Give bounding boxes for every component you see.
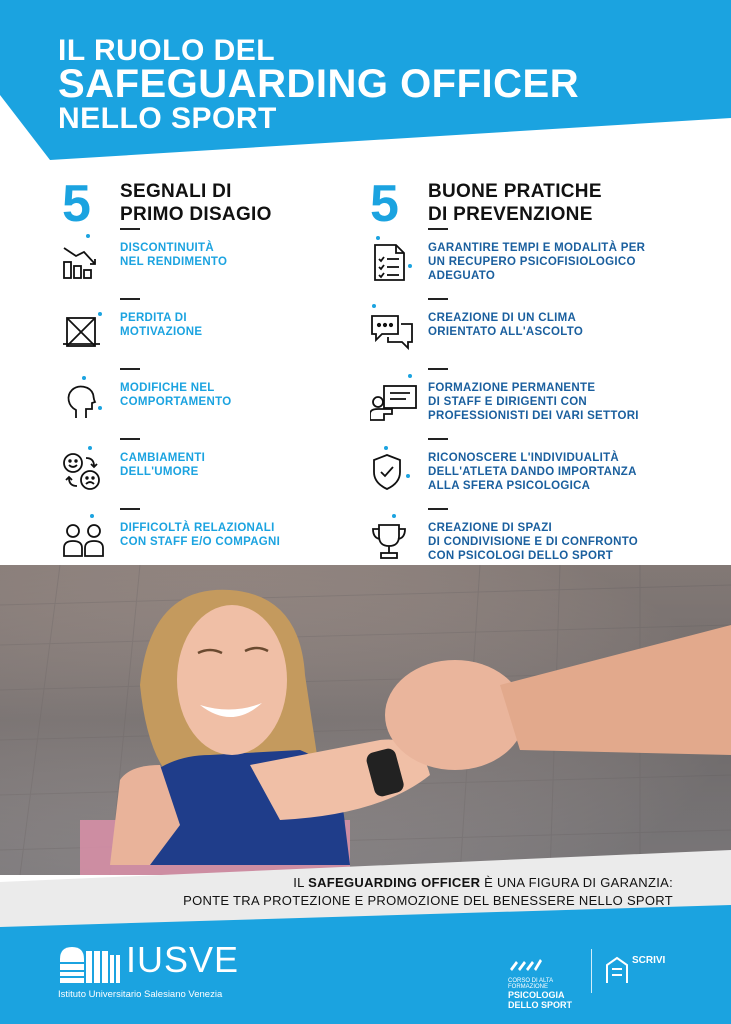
- item-divider: [428, 298, 448, 300]
- signals-number: 5: [62, 175, 91, 233]
- practices-title-line2: DI PREVENZIONE: [428, 204, 593, 226]
- practices-title-line1: BUONE PRATICHE: [428, 181, 602, 202]
- footer-band: [0, 905, 731, 1024]
- practices-header: [370, 176, 690, 232]
- practice-item: [370, 452, 690, 512]
- shield-check-icon: [370, 452, 410, 492]
- item-divider: [120, 228, 140, 230]
- scrivi-name: SCRIVI: [632, 955, 666, 966]
- signals-title: [120, 180, 272, 226]
- practice-text: GARANTIRE TEMPI E MODALITÀ PER UN RECUPERO PSICOFISIOLOGICO ADEGUATO: [428, 242, 646, 282]
- practice-item: [370, 382, 690, 442]
- signal-item: [62, 312, 382, 372]
- signals-title-line1: SEGNALI DI: [120, 181, 232, 202]
- runner-pattern-icon: [508, 955, 542, 975]
- item-divider: [428, 368, 448, 370]
- two-people-icon: [62, 522, 102, 562]
- practices-number: 5: [370, 175, 399, 233]
- practices-column: [370, 175, 690, 562]
- signal-text: MODIFICHE NEL COMPORTAMENTO: [120, 382, 232, 408]
- quote-text: IL SAFEGUARDING OFFICER È UNA FIGURA DI GARANZIA: PONTE TRA PROTEZIONE E PROMOZIONE DEL BENESSERE NELLO SPORT: [53, 874, 673, 909]
- practice-text: RICONOSCERE L'INDIVIDUALITÀ DELL'ATLETA DANDO IMPORTANZA ALLA SFERA PSICOLOGICA: [428, 452, 637, 492]
- item-divider: [120, 368, 140, 370]
- mood-faces-icon: [62, 452, 102, 492]
- item-divider: [428, 228, 448, 230]
- signal-item: [62, 452, 382, 512]
- head-profile-icon: [62, 382, 102, 422]
- signals-header: [62, 176, 382, 232]
- signal-text: DIFFICOLTÀ RELAZIONALI CON STAFF E/O COMPAGNI: [120, 522, 281, 548]
- iusve-subtitle: Istituto Universitario Salesiano Venezia: [58, 989, 223, 1000]
- logo-separator: [591, 949, 592, 993]
- handshake-photo: [0, 565, 731, 875]
- practice-text: FORMAZIONE PERMANENTE DI STAFF E DIRIGENTI CON PROFESSIONISTI DEI VARI SETTORI: [428, 382, 639, 422]
- scrivi-emblem-icon: [604, 955, 630, 985]
- signal-item: [62, 242, 382, 302]
- item-divider: [120, 508, 140, 510]
- psicologia-sport-line2: DELLO SPORT: [508, 999, 573, 1010]
- practice-text: CREAZIONE DI UN CLIMA ORIENTATO ALL'ASCOLTO: [428, 312, 584, 338]
- quote-line2: PONTE TRA PROTEZIONE E PROMOZIONE DEL BENESSERE NELLO SPORT: [183, 892, 673, 908]
- practice-item: [370, 312, 690, 372]
- item-divider: [428, 438, 448, 440]
- checklist-document-icon: [370, 242, 410, 282]
- signals-title-line2: PRIMO DISAGIO: [120, 204, 272, 226]
- title-line-3: NELLO SPORT: [58, 102, 277, 135]
- quote-bold: SAFEGUARDING OFFICER: [308, 875, 481, 890]
- crossed-box-icon: [62, 312, 102, 352]
- item-divider: [120, 438, 140, 440]
- signal-item: [62, 382, 382, 442]
- iusve-emblem-icon: [58, 941, 122, 983]
- item-divider: [428, 508, 448, 510]
- practices-title: [428, 180, 602, 226]
- signals-column: [62, 175, 382, 548]
- psicologia-sport-small: CORSO DI ALTA FORMAZIONE: [508, 977, 553, 991]
- scrivi-logo[interactable]: [604, 955, 684, 987]
- psicologia-sport-logo[interactable]: [508, 955, 588, 1011]
- declining-chart-icon: [62, 242, 102, 282]
- psicologia-sport-line1: PSICOLOGIA: [508, 989, 565, 1000]
- title-line-2: SAFEGUARDING OFFICER: [58, 62, 580, 106]
- practice-item: [370, 242, 690, 302]
- item-divider: [120, 298, 140, 300]
- signal-text: CAMBIAMENTI DELL'UMORE: [120, 452, 206, 478]
- chat-bubbles-icon: [370, 312, 410, 352]
- signal-text: DISCONTINUITÀ NEL RENDIMENTO: [120, 242, 228, 268]
- practice-text: CREAZIONE DI SPAZI DI CONDIVISIONE E DI CONFRONTO CON PSICOLOGI DELLO SPORT: [428, 522, 639, 562]
- signal-text: PERDITA DI MOTIVAZIONE: [120, 312, 203, 338]
- iusve-wordmark: IUSVE: [126, 939, 240, 980]
- trophy-icon: [370, 522, 410, 562]
- header-banner: [0, 0, 731, 165]
- presenter-board-icon: [370, 382, 410, 422]
- title-line-1: IL RUOLO DEL: [58, 34, 276, 67]
